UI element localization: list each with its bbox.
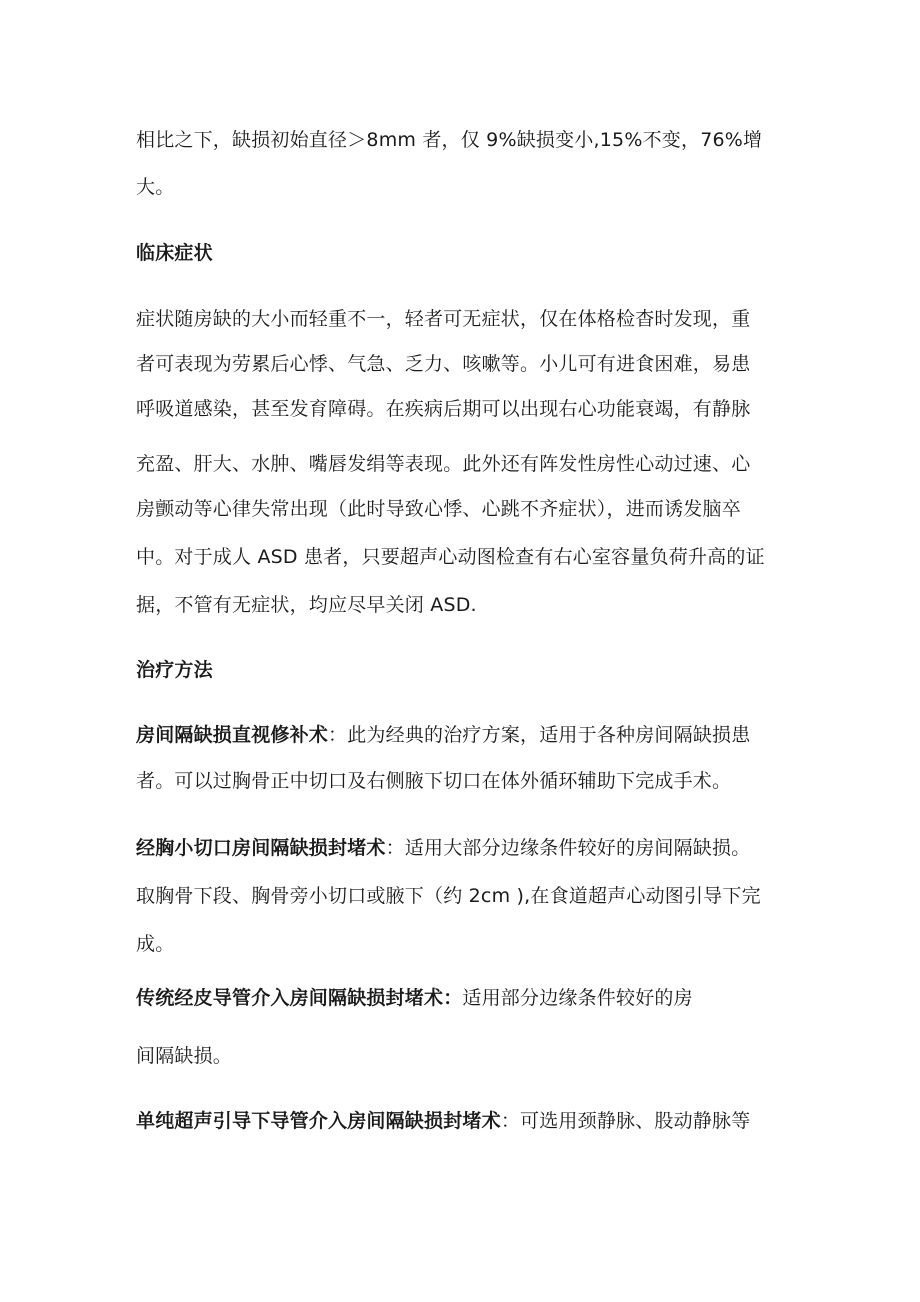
method3-title: 传统经皮导管介入房间隔缺损封堵术： [136, 987, 463, 1009]
method2-line-1 [136, 835, 796, 861]
symptoms-line-7: 据，不管有无症状，均应尽早关闭 ASD. [136, 594, 477, 616]
method2-title: 经胸小切口房间隔缺损封堵术 [136, 837, 386, 859]
method2-line-2: 取胸骨下段、胸骨旁小切口或腋下（约 2cm ),在食道超声心动图引导下完 [136, 885, 761, 907]
symptoms-heading: 临床症状 [136, 242, 213, 264]
method2-line-3: 成。 [136, 933, 175, 955]
method1-text-1: ：此为经典的治疗方案，适用于各种房间隔缺损患 [328, 724, 751, 746]
symptoms-line-3: 呼吸道感染，甚至发育障碍。在疾病后期可以出现右心功能衰竭，有静脉 [136, 398, 751, 420]
method3-text-1: 适用部分边缘条件较好的房 [462, 987, 693, 1009]
method4-text-1: ：可选用颈静脉、股动静脉等 [500, 1110, 751, 1132]
symptoms-line-2: 者可表现为劳累后心悸、气急、乏力、咳嗽等。小儿可有进食困难，易患 [136, 353, 751, 375]
symptoms-line-1: 症状随房缺的大小而轻重不一，轻者可无症状，仅在体格检杳时发现，重 [136, 308, 751, 330]
method4-line-1 [136, 1108, 796, 1134]
symptoms-line-4: 充盈、肝大、水肿、嘴唇发绢等表现。此外还有阵发性房性心动过速、心 [136, 453, 751, 475]
method1-title: 房间隔缺损直视修补术 [136, 724, 329, 746]
symptoms-line-5: 房颤动等心律失常出现（此时导致心悸、心跳不齐症状），进而诱发脑卒 [136, 498, 741, 520]
symptoms-line-6: 中。对于成人 ASD 患者，只要超声心动图检查有右心室容量负荷升高的证 [136, 546, 765, 568]
method1-line-2: 者。可以过胸骨正中切口及右侧腋下切口在体外循环辅助下完成手术。 [136, 770, 732, 792]
treatment-heading: 治疗方法 [136, 659, 213, 681]
method1-line-1 [136, 722, 796, 748]
intro-line-2: 大。 [136, 176, 175, 198]
method4-title: 单纯超声引导下导管介入房间隔缺损封堵术 [136, 1110, 501, 1132]
method3-line-1 [136, 985, 796, 1011]
intro-line-1: 相比之下，缺损初始直径＞8mm 者，仅 9%缺损变小,15%不变，76%增 [136, 129, 763, 151]
method3-line-2: 间隔缺损。 [136, 1045, 233, 1067]
method2-text-1: ：适用大部分边缘条件较好的房间隔缺损。 [385, 837, 751, 859]
